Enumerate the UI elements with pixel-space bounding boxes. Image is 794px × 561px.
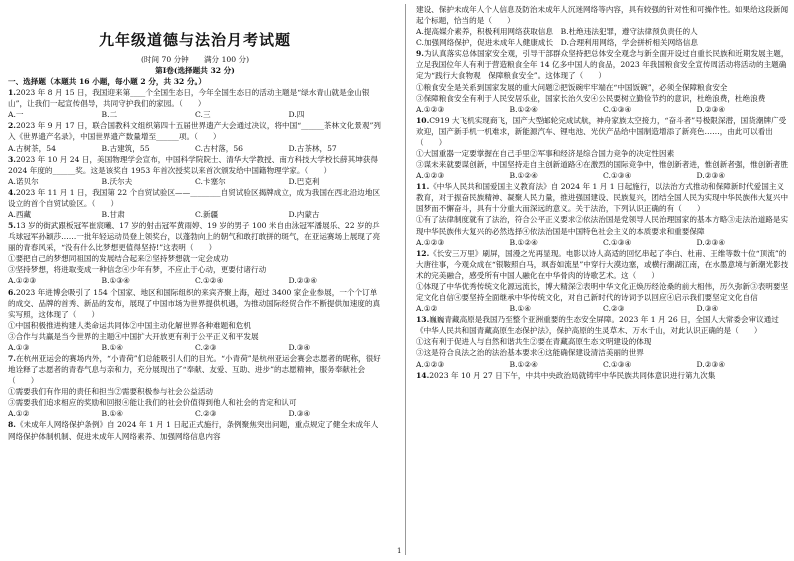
- question-text: C.加强网络保护，促进未成年人健康成长 D.合理利用网络，学会拼析相关网络信息: [416, 38, 698, 48]
- answer-option: D.古茶林，57: [288, 143, 337, 153]
- left-questions: [8, 87, 382, 442]
- question-text: ①这有利于促进人与自然和谐共生②要在青藏高原生态文明建设的体现: [416, 337, 652, 347]
- answer-option: C.①③④: [603, 359, 632, 369]
- answer-option: C.①③④: [603, 104, 632, 114]
- answer-option: A.①②③: [416, 359, 445, 369]
- answer-option: D.③④: [696, 304, 719, 314]
- answer-option: B.古建筑，55: [101, 143, 150, 153]
- answer-option: A.古树茶，54: [8, 143, 56, 153]
- question-stem: [416, 314, 790, 336]
- question-text: 《未成年人网络保护条例》自 2024 年 1 月 1 日起正式施行，条例聚焦突出问题，重点规定了健全未成年人网络保护体制机制、促进未成年人网络素养、加强网络信息内容: [8, 420, 379, 441]
- question-number: 3.: [8, 154, 16, 164]
- question-line: [8, 386, 382, 397]
- question-text: 为认真落实总体国家安全观，引导干部群众坚持把总体安全观念与新全面开设过自重长民族和近期发展主题，立足我国位年人有利于营造粮食全年 14 亿多中国人的食品，2023 年我国粮食安全宣传周活动将活动的主题确定为“践行大食物观 保障粮食安全”。这体现了（ ）: [416, 49, 789, 81]
- question-number: 2.: [8, 121, 16, 131]
- column-divider: [405, 4, 406, 555]
- answer-option: C.①③④: [603, 237, 632, 247]
- question-stem: [416, 370, 790, 381]
- question-line: [8, 397, 382, 408]
- question-text: 2023 年进博会吸引了 154 个国家、地区和国际组织的来宾齐聚上海，超过 3400 家企业参展，一个个订单的成交、品牌的首秀、新品的发布，展现了中国市场为世界提供机遇，为推动国际经贸合作不断提供加速度的真实写照，这体现了（ ）: [8, 287, 381, 319]
- answer-option: C.①③④: [603, 171, 632, 181]
- question-stem: [416, 115, 790, 148]
- answer-option: C.古村落，56: [195, 143, 243, 153]
- answer-option: A.①②: [8, 409, 30, 419]
- question-text: ①要把自己的梦想同祖国的发展结合起来②坚持梦想就一定会成功: [8, 254, 229, 264]
- question-line: [8, 320, 382, 331]
- answer-options: [416, 359, 790, 370]
- question-stem: [8, 287, 382, 320]
- question-number: 10.: [416, 115, 430, 125]
- exam-meta: (时间 70 分钟 满分 100 分): [140, 54, 250, 64]
- answer-option: A.①②③: [416, 237, 445, 247]
- question-stem: [8, 187, 382, 209]
- question-text: ①有了法律制度就有了法治，符合公平正义要求②依法治国是党领导人民治理国家的基本方略③走法治道路是实现中华民族伟大复兴的必然选择④依法治国是中国特色社会主义的本质要求和重要保障: [416, 215, 789, 236]
- question-stem: [8, 220, 382, 253]
- question-stem: [8, 120, 382, 142]
- answer-option: B.沃尔夫: [101, 176, 133, 186]
- question-text: ①大国重器一定要掌握在自己手里②军事和经济是综合国力竞争的决定性因素: [416, 149, 675, 159]
- question-line: [416, 4, 790, 26]
- answer-options: [8, 143, 382, 154]
- question-text: 《长安三万里》刷屏，国漫之光再显现。电影以诗人高适的回忆串起了李白、杜甫、王维等数十位“顶流”的大唐往事，今观众成在“银鞍照白马，飒沓如流星”中穿行大漠边塞，或横行潮湖江南，在水墨意境与新潮光影技术的完美融合，感受所有中国人融化在中华骨肉的诗歌艺术。这（ ）: [416, 248, 789, 280]
- question-stem: [416, 248, 790, 281]
- question-line: [416, 93, 790, 104]
- answer-option: B.①②④: [509, 104, 538, 114]
- answer-option: D.巴克利: [288, 176, 320, 186]
- question-line: [416, 281, 790, 303]
- question-line: [416, 336, 790, 347]
- question-text: 13 岁的街武跟板冠军崔宸曦、17 岁的射击冠军黄雨婷、19 岁的男子 100 米自由泳冠军潘展乐、22 岁的乒乓球冠军孙颖莎……一批年轻运动员登上领奖台，以蓬勃向上的朝气和敢打敢拼的斑气，在亚运赛场上展现了亮丽的青春风采，“没有什么比梦想更值得坚持!”这表明（ ）: [8, 221, 381, 253]
- answer-option: A.一: [8, 110, 24, 120]
- answer-options: [416, 104, 790, 115]
- answer-option: C.①②④: [195, 276, 224, 286]
- question-text: ③需要我们追求相应的奖励和回报④能让我们的社会价值得到他人和社会的肯定和认可: [8, 398, 297, 408]
- question-stem: [8, 353, 382, 386]
- question-number: 5.: [8, 221, 16, 231]
- question-text: ③坚持梦想，将进取变成一种信念④少年有梦，不应止于心动，更要付诸行动: [8, 265, 267, 275]
- question-text: ①需要我们有作用的责任和担当②需要积极参与社会公益活动: [8, 387, 214, 397]
- answer-options: [416, 170, 790, 181]
- answer-options: [8, 209, 382, 220]
- answer-options: [8, 408, 382, 419]
- answer-option: A.①③: [8, 342, 30, 352]
- question-line: [416, 82, 790, 93]
- volume-heading: 第Ⅰ卷(选择题共 32 分): [155, 65, 235, 75]
- answer-option: D.②③④: [696, 359, 726, 369]
- question-text: ①体现了中华优秀传统文化源远流长，博大精深②表明中华文化正焕历经沧桑的前大相伟，历久弥新③表明要坚定文化自信④要坚持全面继承中华传统文化，对自己新时代的诗词予以回应④启示我们要坚定文化自信: [416, 281, 789, 303]
- answer-option: D.②③④: [288, 276, 318, 286]
- right-column: [416, 4, 790, 381]
- question-text: 巍巍青藏高原是我国乃至整个亚洲重要的生态安全屏障。2023 年 1 月 26 日，全国人大常委会审议通过《中华人民共和国青藏高原生态保护法》，保护高原的生灵草木、万水千山，对此认识正确的是（ ）: [416, 315, 779, 336]
- question-line: [8, 264, 382, 275]
- question-text: 《中华人民共和国爱国主义教育法》自 2024 年 1 月 1 日起施行，以法治方式推动和保障新时代爱国主义教育，对于振奋民族精神、凝聚人民力量，推进强国建设、民族复兴，团结全国人民为实现中华民族伟大复兴中国梦而不懈奋斗，具有十分重大而深远的意义。关于法治，下列认识正确的有（ ）: [416, 182, 789, 214]
- question-text: 建设、保护未成年人个人信息及防治未成年人沉迷网络等内容，具有较强的针对性和可操作性。如果给这段新闻起个标题，恰当的是（ ）: [416, 5, 789, 26]
- question-text: 2023 年 9 月 17 日，联合国教科文组织第四十五届世界遗产大会通过决议，将中国“______茶林文化景观”列入《世界遗产名录》，中国世界遗产数量增至______项。（ ）: [8, 121, 381, 142]
- question-text: ③保障粮食安全有利于人民安居乐业，国家长治久安④公民要树立勤俭节约的意识，杜绝浪费，杜绝浪费: [416, 93, 766, 103]
- answer-option: B.①③④: [101, 276, 130, 286]
- answer-option: B.二: [101, 110, 118, 120]
- answer-option: D.②③④: [696, 171, 726, 181]
- question-stem: [8, 419, 382, 441]
- answer-option: C.②③: [603, 304, 625, 314]
- answer-options: [8, 176, 382, 187]
- question-stem: [416, 48, 790, 81]
- question-number: 4.: [8, 187, 16, 197]
- answer-option: A.①②③: [416, 171, 445, 181]
- answer-option: B.①②④: [509, 171, 538, 181]
- question-stem: [8, 87, 382, 109]
- answer-options: [8, 342, 382, 353]
- left-column: [8, 4, 382, 442]
- answer-options: [8, 109, 382, 120]
- question-text: ③合作与共赢是当今世界的主题④中国扩大开放更有利于公平正义和平发展: [8, 331, 259, 341]
- answer-option: A.①②③: [8, 276, 37, 286]
- answer-option: B.①②④: [509, 359, 538, 369]
- question-text: ①中国积极推进构建人类命运共同体②中国主动化解世界各种难题和危机: [8, 320, 251, 330]
- question-number: 12.: [416, 248, 430, 258]
- question-text: ①粮食安全是关系到国家发展的重大问题②把饭碗牢牢端在“中国饭碗”，必须全保障粮食安全: [416, 82, 728, 92]
- answer-options: [8, 275, 382, 286]
- answer-option: B.①②④: [509, 237, 538, 247]
- exam-title: 九年级道德与法治月考试题: [98, 31, 291, 49]
- answer-option: D.②③④: [696, 237, 726, 247]
- question-number: 14.: [416, 370, 430, 380]
- answer-option: D.③④: [288, 409, 311, 419]
- question-stem: [416, 181, 790, 214]
- question-line: [416, 148, 790, 159]
- question-line: [416, 214, 790, 236]
- question-line: [416, 347, 790, 358]
- answer-option: A.①②: [416, 304, 438, 314]
- answer-option: B.①④: [509, 304, 532, 314]
- answer-option: D.③④: [288, 342, 311, 352]
- question-number: 9.: [416, 49, 424, 59]
- answer-option: A.西藏: [8, 209, 32, 219]
- answer-options: [416, 237, 790, 248]
- question-text: 2023 年 10 月 24 日，美国物理学会宣布，中国科学院院士、清华大学教授、南方科技大学校长薛其坤获得 2024 年度的______奖。这是该奖自 1953 年首次授奖以来首次颁发给中国籍物理学家。（ ）: [8, 154, 378, 175]
- answer-option: C.卡塞尔: [195, 176, 226, 186]
- answer-options: [416, 303, 790, 314]
- page-number: 1: [397, 547, 402, 555]
- question-text: 2023 年 10 月 27 日下午，中共中央政治局就铸牢中华民族共同体意识进行第九次集: [429, 370, 716, 380]
- question-stem: [8, 154, 382, 176]
- question-text: 2023 年 11 月 1 日，我国第 22 个自贸试验区——________自贸试验区揭牌成立，成为我国在西北沿边地区设立的首个自贸试验区。（ ）: [8, 187, 381, 208]
- question-number: 7.: [8, 354, 16, 363]
- question-text: C919 大飞机实现商飞，国产大型邮轮完成试航，神舟家族太空接力，“奋斗者”号极限深潜，国货潮牌广受欢迎，国产新手机一机难求，新能源汽车、锂电池、光伏产品给中国制造增添了新亮色……，由此可以看出（ ）: [416, 115, 787, 147]
- question-number: 6.: [8, 287, 16, 297]
- question-line: [416, 37, 790, 48]
- section-heading: 一、选择题（本题共 16 小题，每小题 2 分，共 32 分。）: [8, 77, 206, 87]
- question-number: 13.: [416, 315, 430, 325]
- answer-option: C.②③: [195, 342, 217, 352]
- question-text: 在杭州亚运会的赛场内外，“小青荷”们总能吸引人们的目光。“小青荷”是杭州亚运会赛会志愿者的昵称，很好地诠释了志愿者的青春气息与亲和力，充分展现出了“奉献、友爱、互助、进步”的志愿精神，服务奉献社会（ ）: [8, 354, 381, 386]
- answer-option: B.甘肃: [101, 209, 125, 219]
- answer-option: D.②③④: [696, 104, 726, 114]
- answer-option: D.四: [288, 110, 305, 120]
- question-text: ③这是符合良法之治的法治基本要求④这能确保建设清洁美丽的世界: [416, 348, 644, 358]
- question-number: 1.: [8, 88, 16, 98]
- question-text: 2023 年 8 月 15 日，我国迎来第____个全国生态日，今年全国生态日的活动主题是“绿水青山就是金山银山”，让我们一起宣传倡导，共同守护我们的家园。（ ）: [8, 88, 370, 109]
- question-number: 11.: [416, 182, 430, 192]
- question-line: [416, 159, 790, 170]
- answer-option: D.内蒙古: [288, 209, 320, 219]
- question-line: [8, 331, 382, 342]
- answer-option: C.②③: [195, 409, 217, 419]
- right-questions: [416, 4, 790, 381]
- answer-option: A.①②③: [416, 104, 445, 114]
- question-text: ③谋未来就要谋创新，中国坚持走自主创新道路④在激烈的国际竞争中，惟创新者进，惟创新者强，惟创新者胜: [416, 160, 789, 170]
- answer-option: A.诺贝尔: [8, 176, 39, 186]
- answer-option: C.三: [195, 110, 211, 120]
- question-line: [416, 26, 790, 37]
- question-number: 8.: [8, 420, 16, 430]
- answer-option: B.①④: [101, 409, 124, 419]
- question-line: [8, 253, 382, 264]
- question-text: A.提高媒介素养，积极利用网络获取信息 B.杜绝违法犯罪，遵守法律预负责任的人: [416, 27, 698, 37]
- answer-option: B.①④: [101, 342, 124, 352]
- answer-option: C.新疆: [195, 209, 219, 219]
